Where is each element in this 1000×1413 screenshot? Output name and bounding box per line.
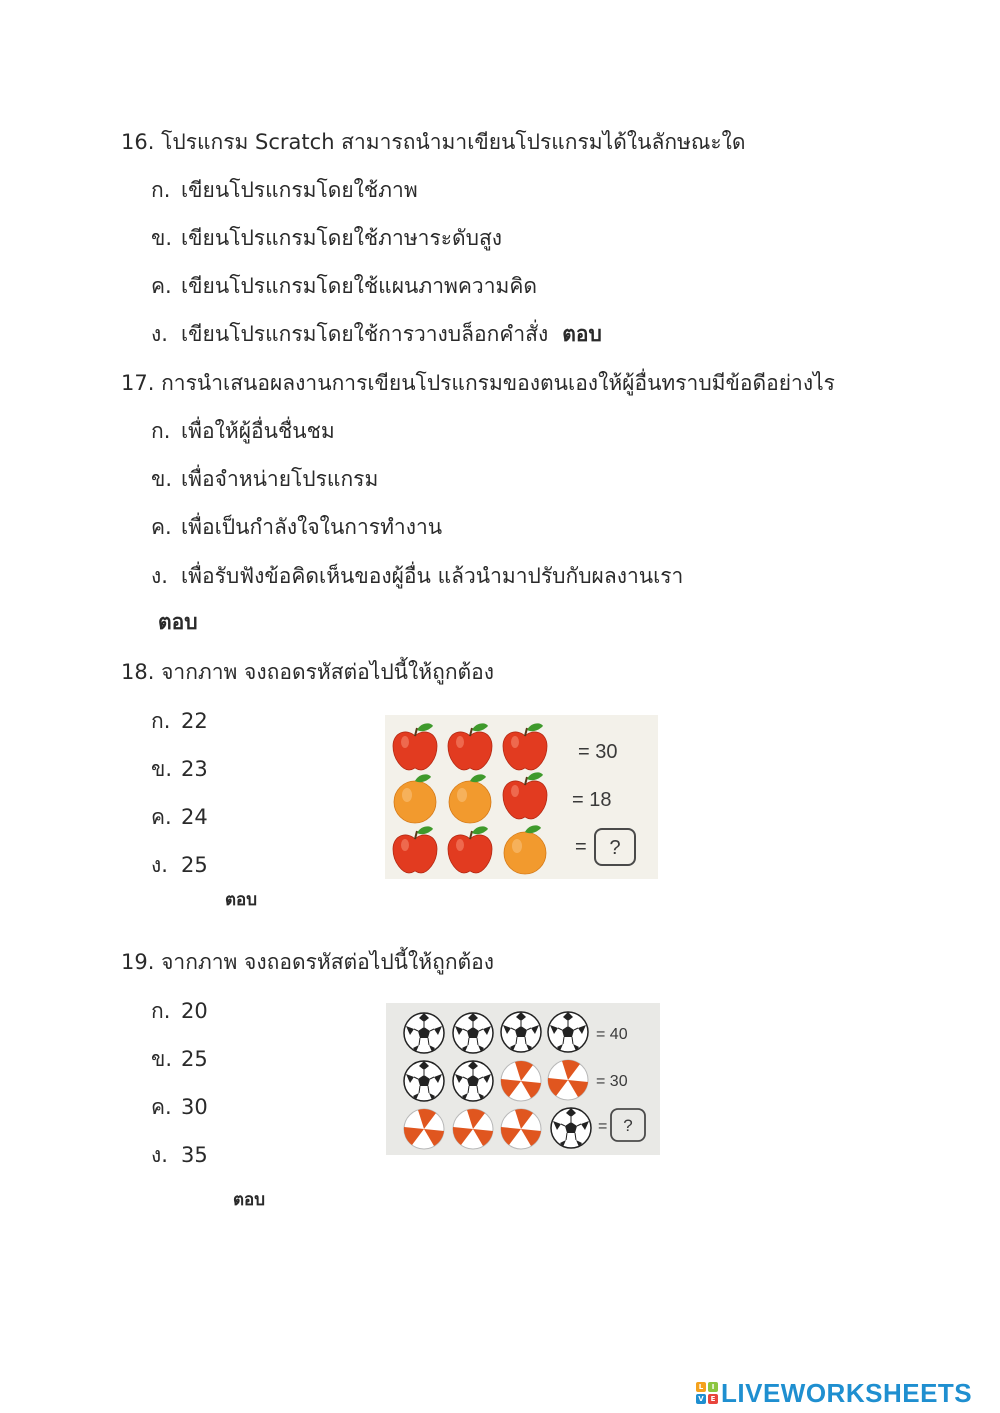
answer-label: ตอบ (225, 890, 258, 910)
row-result-3: = (575, 836, 587, 858)
soccer-ball-icon (404, 1013, 444, 1053)
option-17-c[interactable]: ค. เพื่อเป็นกำลังใจในการทำงาน (151, 515, 443, 539)
question-text: จากภาพ จงถอดรหัสต่อไปนี้ให้ถูกต้อง (161, 660, 495, 684)
soccer-ball-icon (404, 1061, 444, 1101)
option-16-c[interactable]: ค. เขียนโปรแกรมโดยใช้แผนภาพความคิด (151, 274, 538, 298)
option-19-b[interactable]: ข. 25 (151, 1047, 208, 1071)
beach-ball-icon (453, 1109, 493, 1149)
option-16-a[interactable]: ก. เขียนโปรแกรมโดยใช้ภาพ (151, 178, 418, 202)
soccer-ball-icon (453, 1013, 493, 1053)
soccer-ball-icon (548, 1012, 588, 1052)
beach-ball-icon (548, 1060, 588, 1100)
beach-ball-icon (404, 1109, 444, 1149)
logo-mark-icon: L I V E (696, 1382, 718, 1404)
question-text: โปรแกรม Scratch สามารถนำมาเขียนโปรแกรมได้ในลักษณะใด (161, 130, 746, 154)
question-number: 19. (121, 950, 155, 974)
soccer-ball-icon (453, 1061, 493, 1101)
row-result-2: = 18 (572, 789, 612, 811)
liveworksheets-logo[interactable] (696, 1378, 972, 1408)
row-result-1: = 40 (596, 1026, 628, 1043)
row-result-1: = 30 (578, 741, 618, 763)
unknown-mark: ? (609, 837, 621, 859)
unknown-mark: ? (623, 1116, 633, 1135)
answer-label: ตอบ (562, 322, 602, 346)
ball-puzzle-image (386, 1003, 660, 1155)
beach-ball-icon (501, 1061, 541, 1101)
fruit-puzzle-image (385, 715, 658, 879)
question-text: การนำเสนอผลงานการเขียนโปรแกรมของตนเองให้ผู้อื่นทราบมีข้อดีอย่างไร (161, 371, 835, 395)
question-18 (121, 658, 494, 686)
option-17-b[interactable]: ข. เพื่อจำหน่ายโปรแกรม (151, 467, 379, 491)
option-18-c[interactable]: ค. 24 (151, 805, 208, 829)
answer-label: ตอบ (158, 610, 198, 634)
option-19-d[interactable]: ง. 35 (151, 1143, 208, 1167)
question-19 (121, 948, 494, 976)
question-number: 16. (121, 130, 155, 154)
option-17-d[interactable]: ง. เพื่อรับฟังข้อคิดเห็นของผู้อื่น แล้วนำมาปรับกับผลงานเรา (151, 564, 684, 588)
beach-ball-icon (501, 1109, 541, 1149)
option-17-a[interactable]: ก. เพื่อให้ผู้อื่นชื่นชม (151, 419, 335, 443)
question-number: 17. (121, 371, 155, 395)
row-result-3: = (598, 1118, 608, 1135)
brand-name: LIVEWORKSHEETS (721, 1377, 973, 1408)
question-number: 18. (121, 660, 155, 684)
option-18-d[interactable]: ง. 25 (151, 853, 208, 877)
question-text: จากภาพ จงถอดรหัสต่อไปนี้ให้ถูกต้อง (161, 950, 495, 974)
soccer-ball-icon (551, 1108, 591, 1148)
row-result-2: = 30 (596, 1073, 628, 1090)
soccer-ball-icon (501, 1012, 541, 1052)
question-16 (121, 128, 746, 156)
option-19-c[interactable]: ค. 30 (151, 1095, 208, 1119)
answer-label: ตอบ (233, 1190, 266, 1210)
option-18-a[interactable]: ก. 22 (151, 709, 208, 733)
option-19-a[interactable]: ก. 20 (151, 999, 208, 1023)
option-16-b[interactable]: ข. เขียนโปรแกรมโดยใช้ภาษาระดับสูง (151, 226, 503, 250)
option-16-d[interactable]: ง. เขียนโปรแกรมโดยใช้การวางบล็อกคำสั่ง ตอบ (151, 322, 602, 346)
question-17 (121, 369, 835, 397)
option-18-b[interactable]: ข. 23 (151, 757, 208, 781)
